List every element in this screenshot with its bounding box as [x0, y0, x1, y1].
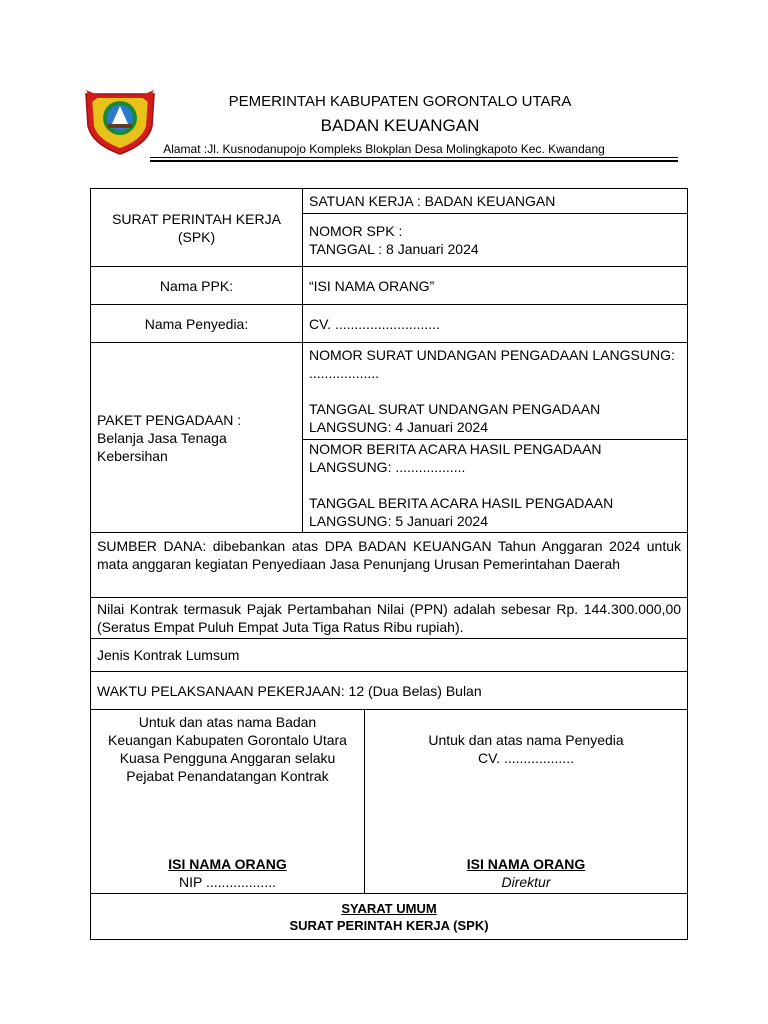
nilai-kontrak: Nilai Kontrak termasuk Pajak Pertambahan Nilai (PPN) adalah sebesar Rp. 144.300.000,00 (Seratus Empat Puluh Empat Juta Tiga Ratus Ribu rupiah).: [91, 598, 688, 639]
nomor-tanggal-cell: [303, 214, 688, 267]
sign-left-line2: Keuangan Kabupaten Gorontalo Utara: [108, 732, 347, 748]
waktu-pelaksanaan: WAKTU PELAKSANAAN PEKERJAAN: 12 (Dua Belas) Bulan: [91, 672, 688, 710]
sign-left-line1: Untuk dan atas nama Badan: [138, 714, 317, 730]
ppk-label: Nama PPK:: [91, 267, 303, 305]
header-rule-thin: [150, 157, 678, 158]
spk-table: [90, 188, 688, 940]
syarat-umum-title: SYARAT UMUM: [341, 900, 437, 916]
sign-left-line4: Pejabat Penandatangan Kontrak: [126, 768, 329, 784]
sign-right-role: Direktur: [501, 874, 551, 890]
paket-label: PAKET PENGADAAN :: [97, 411, 242, 428]
sign-left-nip: NIP ..................: [179, 874, 276, 890]
paket-pengadaan-cell: [91, 343, 303, 533]
penyedia-value: CV. ...........................: [303, 305, 688, 343]
berita-acara-cell: [303, 440, 688, 533]
sumber-dana: SUMBER DANA: dibebankan atas DPA BADAN KEUANGAN Tahun Anggaran 2024 untuk mata anggaran kegiatan Penyediaan Jasa Penunjang Urusan Pemerintahan Daerah: [91, 533, 688, 598]
tanggal-berita-acara: TANGGAL BERITA ACARA HASIL PENGADAAN LANGSUNG: 5 Januari 2024: [309, 495, 614, 529]
tanggal-undangan: TANGGAL SURAT UNDANGAN PENGADAAN LANGSUNG: 4 Januari 2024: [309, 401, 601, 435]
signature-right: [365, 710, 688, 894]
nomor-spk: NOMOR SPK :: [309, 223, 403, 239]
nomor-undangan: NOMOR SURAT UNDANGAN PENGADAAN LANGSUNG: ..................: [309, 347, 675, 381]
syarat-umum-cell: [91, 894, 688, 940]
ppk-value: “ISI NAMA ORANG”: [303, 267, 688, 305]
header-government-name: PEMERINTAH KABUPATEN GORONTALO UTARA: [228, 93, 572, 110]
sign-left-name: ISI NAMA ORANG: [168, 856, 287, 872]
spk-title: SURAT PERINTAH KERJA (SPK): [91, 189, 303, 267]
paket-value: Belanja Jasa Tenaga Kebersihan: [97, 429, 227, 464]
penyedia-label: Nama Penyedia:: [91, 305, 303, 343]
header-agency-name: BADAN KEUANGAN: [320, 116, 480, 135]
nomor-berita-acara: NOMOR BERITA ACARA HASIL PENGADAAN LANGSUNG: ..................: [309, 441, 602, 475]
header-rule-thick: [150, 160, 678, 162]
header-address: Alamat :Jl. Kusnodanupojo Kompleks Blokplan Desa Molingkapoto Kec. Kwandang: [163, 142, 605, 156]
sign-right-line1: Untuk dan atas nama Penyedia: [428, 732, 624, 748]
sign-left-line3: Kuasa Pengguna Anggaran selaku: [119, 750, 336, 766]
jenis-kontrak: Jenis Kontrak Lumsum: [91, 639, 688, 672]
sign-right-name: ISI NAMA ORANG: [466, 856, 586, 872]
syarat-umum-subtitle: SURAT PERINTAH KERJA (SPK): [289, 917, 489, 933]
satuan-kerja: SATUAN KERJA : BADAN KEUANGAN: [303, 189, 688, 214]
tanggal-spk: TANGGAL : 8 Januari 2024: [309, 241, 479, 257]
sign-right-line2: CV. ..................: [478, 750, 574, 766]
signature-left: [91, 710, 365, 894]
undangan-cell: [303, 343, 688, 440]
